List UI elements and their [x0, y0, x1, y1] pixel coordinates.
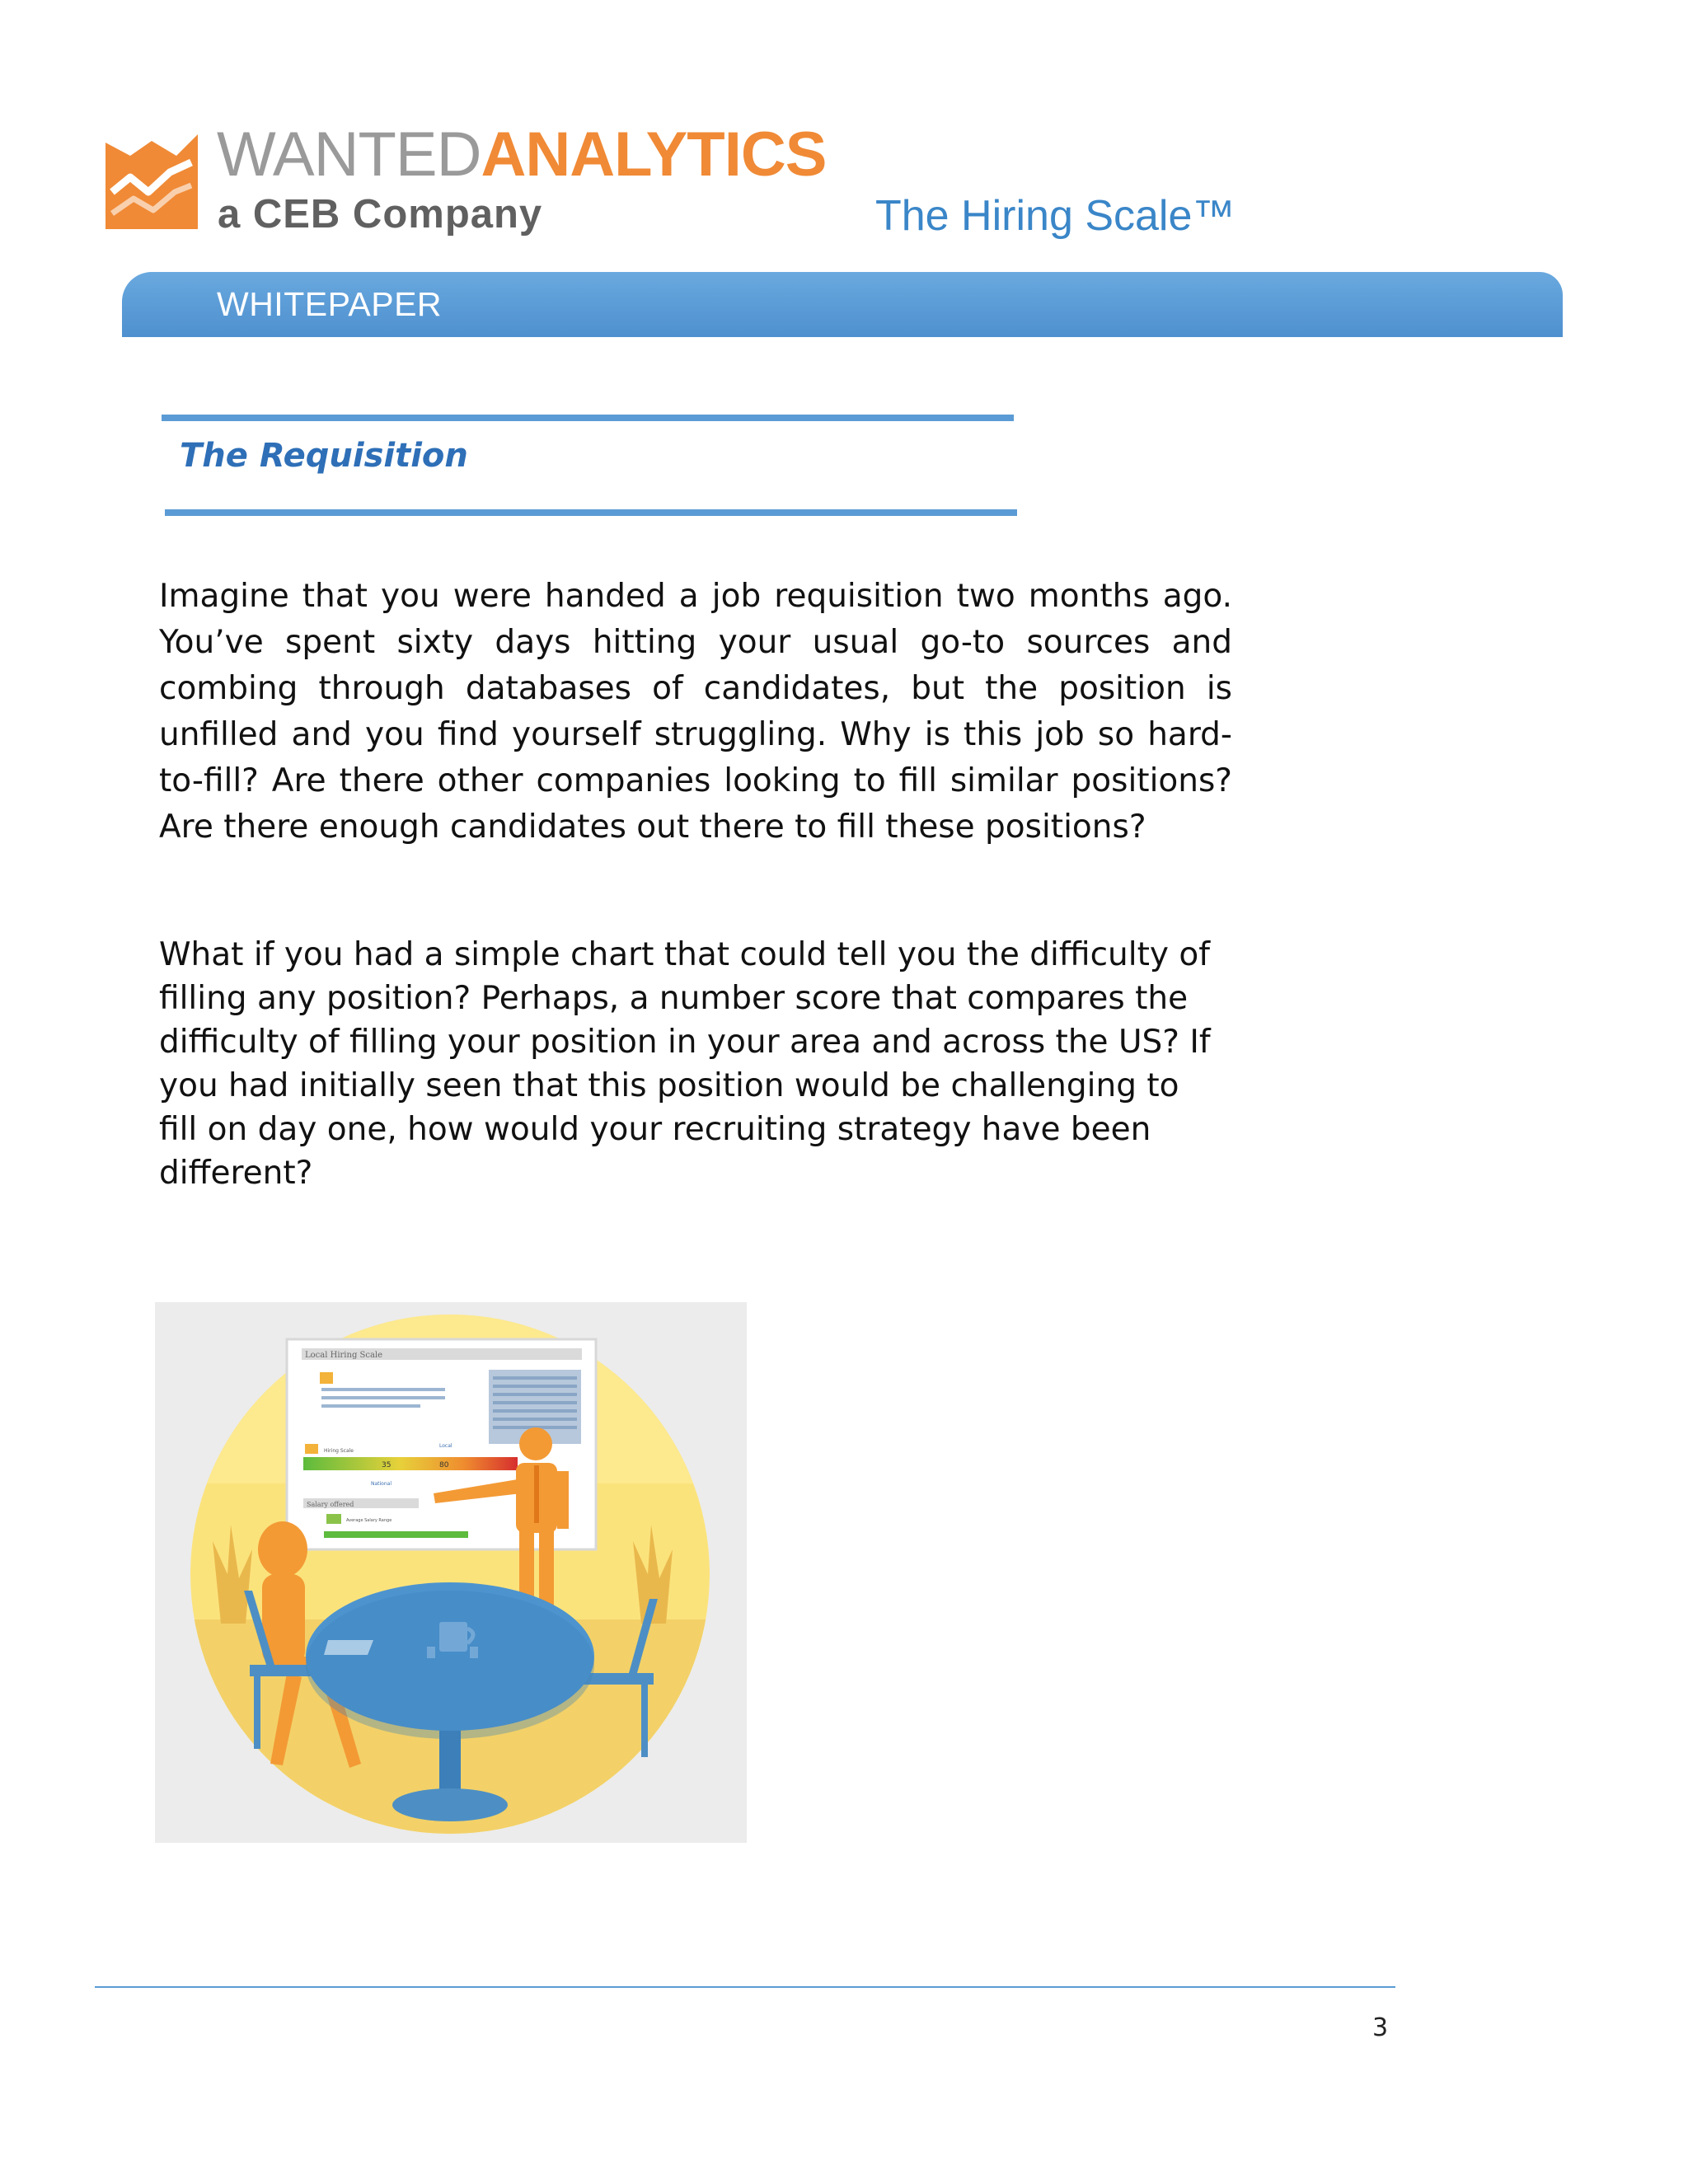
hiring-scale-bar: [303, 1457, 518, 1470]
section-rule-bottom: [165, 509, 1017, 516]
body-paragraph-1: Imagine that you were handed a job requisition two months ago. You’ve spent sixty days hitting your usual go-to sources and combing through databases of candidates, but the position is unfilled and you find yourself struggling. Why is this job so hard-to-fill? Are there other companies looking to fill similar positions? Are there enough candidates out there to fill these positions?: [159, 578, 1232, 846]
logo-word-wanted: WANTED: [217, 120, 481, 190]
logo-wordmark: [217, 120, 827, 190]
board-salary-range-label: Average Salary Range: [346, 1518, 392, 1523]
board-national-label: National: [371, 1481, 392, 1487]
section-rule-top: [162, 415, 1014, 421]
board-title: Local Hiring Scale: [305, 1351, 383, 1360]
presenter-tie-icon: [534, 1465, 539, 1523]
scale-value-local: 35: [382, 1461, 392, 1469]
body-paragraph-2: What if you had a simple chart that could tell you the difficulty of filling any position? Perhaps, a number score that compares the difficulty of filling your position in your area and across the US? If you had initially seen that this position would be challenging to fill on day one, how would your recruiting strategy have been different?: [159, 936, 1211, 1192]
footer-divider: [95, 1986, 1395, 1988]
wanted-analytics-logo-mark: [106, 134, 198, 229]
board-salary-label: Salary offered: [307, 1501, 354, 1508]
meeting-illustration: [155, 1302, 747, 1843]
logo-tagline: a CEB Company: [218, 192, 543, 237]
scale-value-national: 80: [439, 1461, 449, 1469]
page-number: 3: [1372, 2013, 1389, 2042]
cup-icon: [427, 1647, 435, 1658]
logo-word-analytics: ANALYTICS: [481, 120, 827, 190]
cup-icon: [470, 1647, 478, 1658]
section-title: The Requisition: [180, 437, 468, 475]
whitepaper-banner: [122, 272, 1563, 337]
board-hiring-scale-label: Hiring Scale: [324, 1448, 354, 1454]
paper-on-table-icon: [324, 1640, 373, 1655]
document-title: The Hiring Scale™: [875, 192, 1236, 240]
banner-label: WHITEPAPER: [217, 285, 443, 323]
board-local-label: Local: [439, 1443, 452, 1449]
